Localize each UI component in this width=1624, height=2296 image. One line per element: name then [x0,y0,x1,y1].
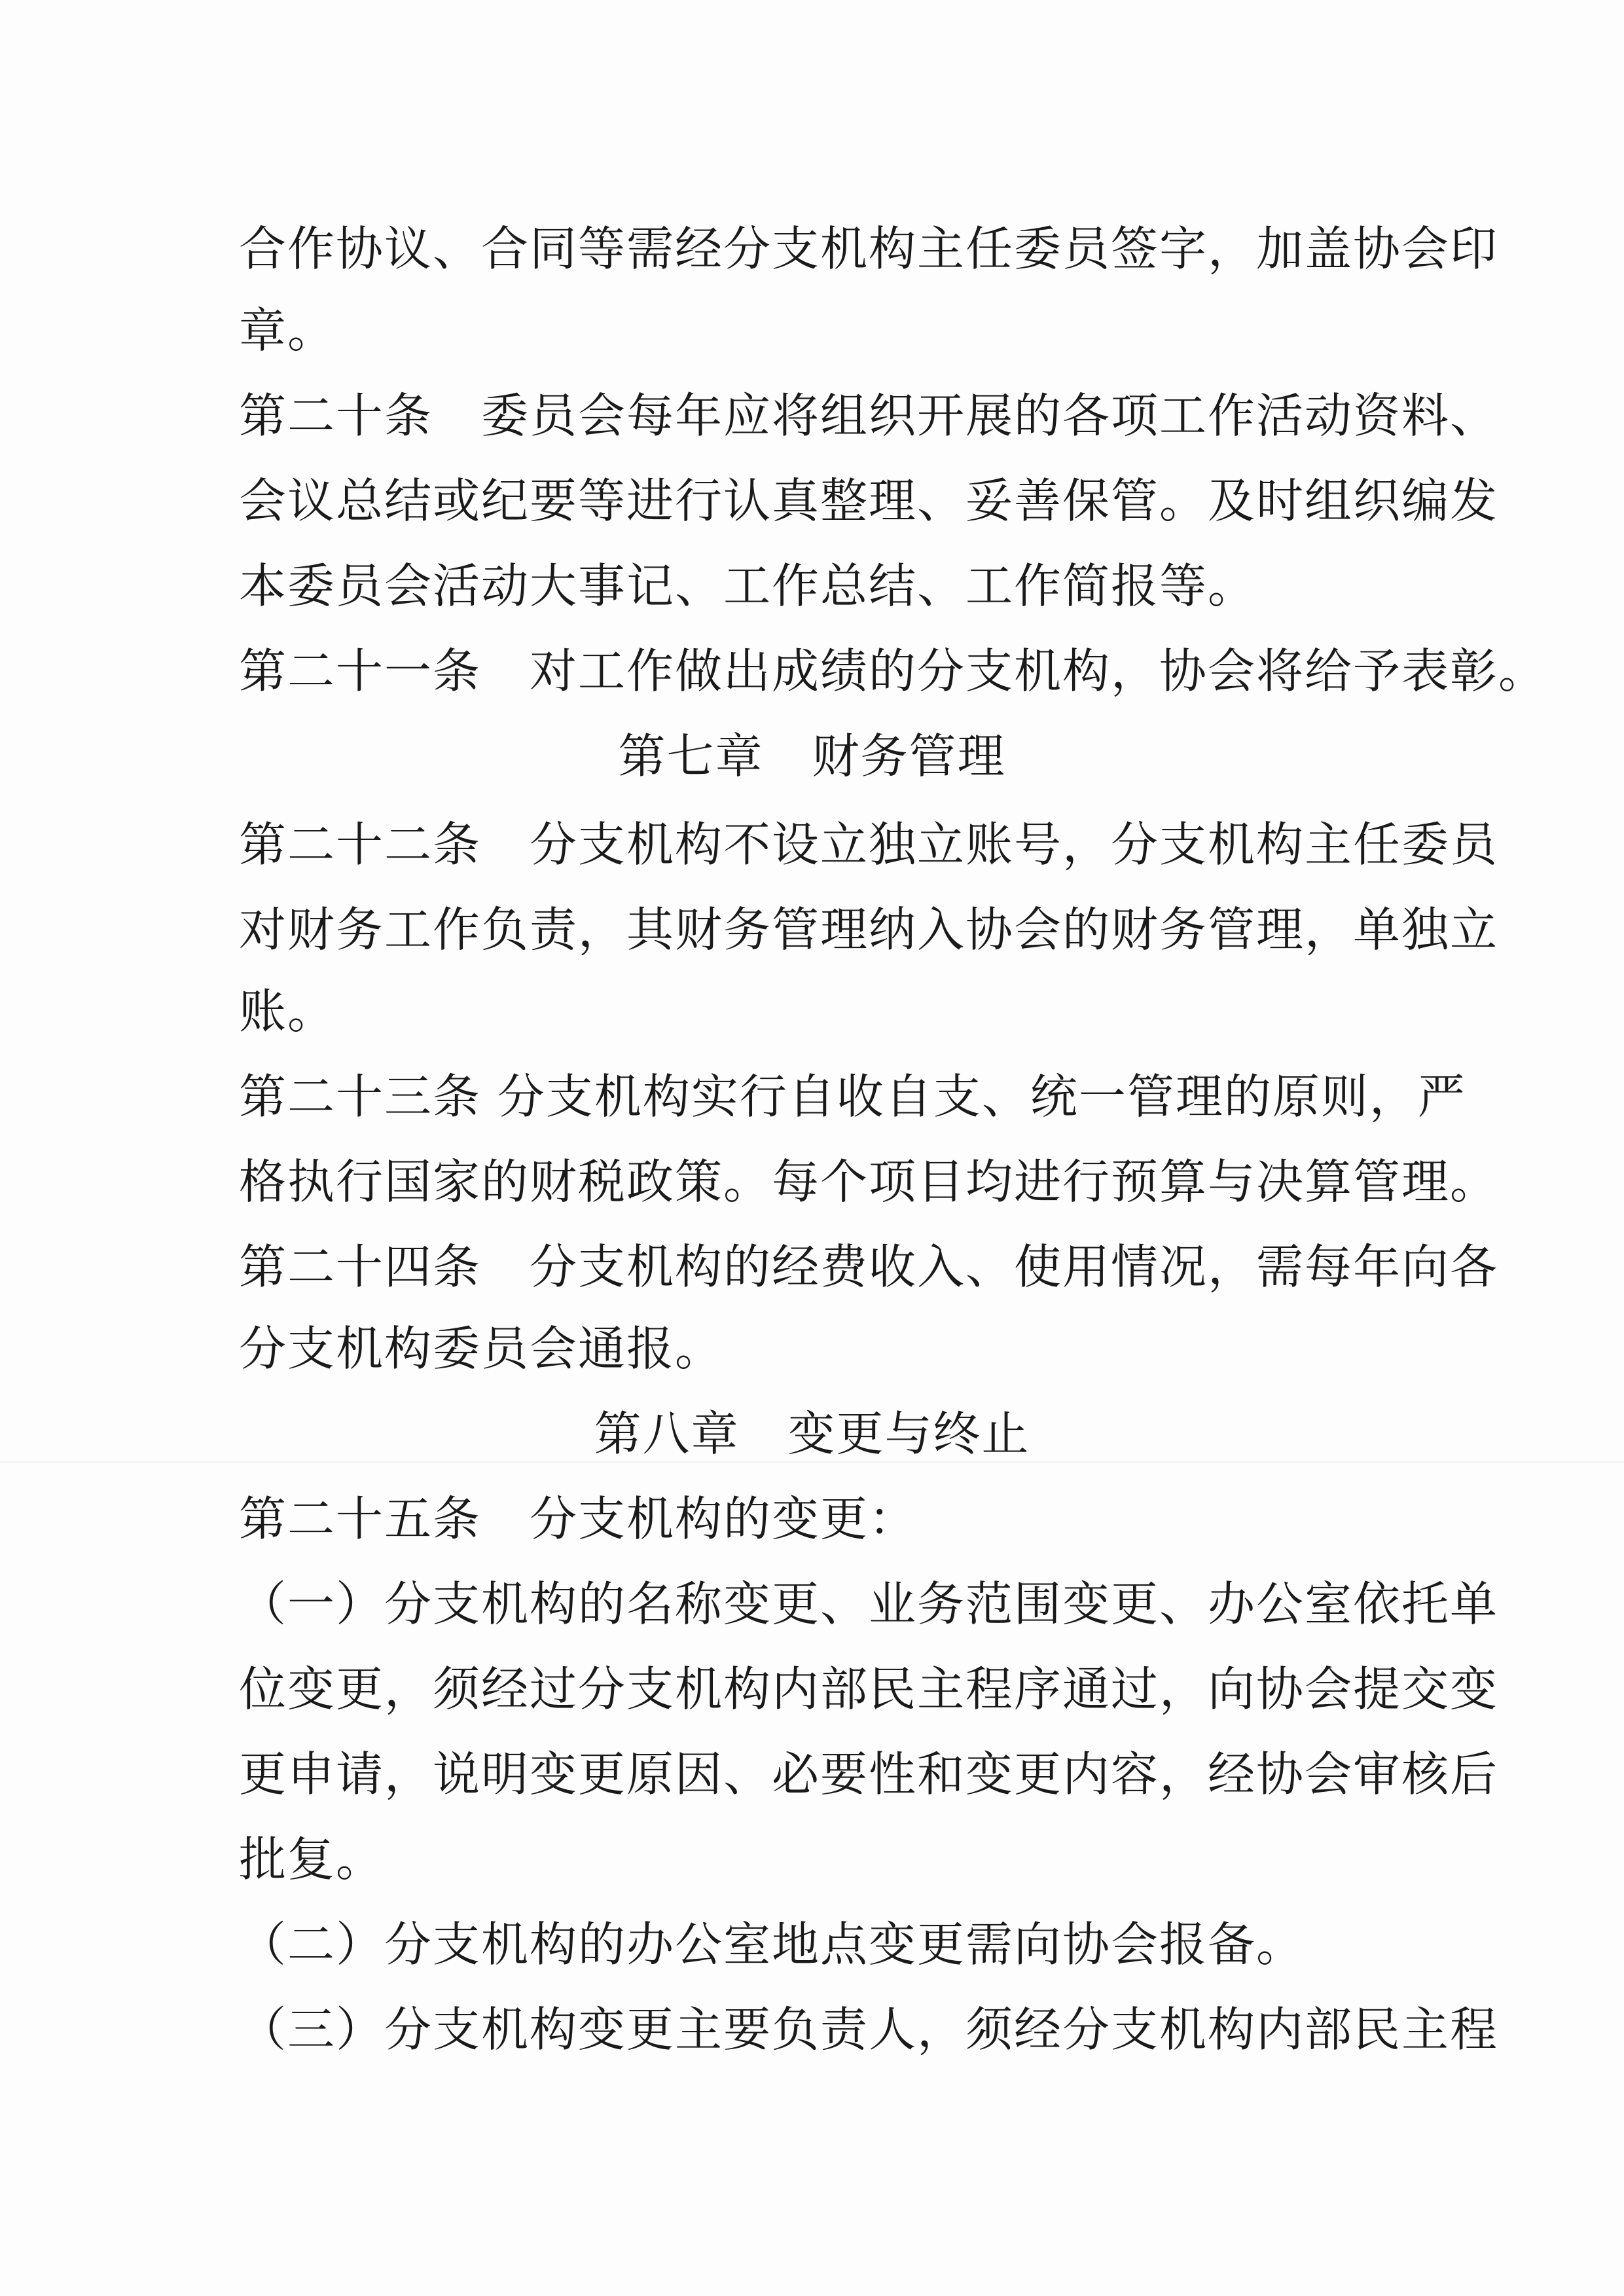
article-21: 第二十一条 对工作做出成绩的分支机构，协会将给予表彰。 [239,644,1547,699]
text-line: 更申请，说明变更原因、必要性和变更内容，经协会审核后 [239,1747,1499,1802]
article-22: 第二十二条 分支机构不设立独立账号，分支机构主任委员 [239,817,1499,872]
article-25: 第二十五条 分支机构的变更： [239,1491,918,1546]
text-line: 格执行国家的财税政策。每个项目均进行预算与决算管理。 [239,1154,1499,1209]
chapter-7-heading: 第七章 财务管理 [618,729,1006,784]
text-line: 账。 [239,984,336,1039]
article-23: 第二十三条 分支机构实行自收自支、统一管理的原则，严 [239,1069,1466,1124]
chapter-8-heading: 第八章 变更与终止 [594,1406,1030,1461]
text-line: 本委员会活动大事记、工作总结、工作简报等。 [239,558,1257,613]
article-24: 第二十四条 分支机构的经费收入、使用情况，需每年向各 [239,1239,1499,1294]
clause-2: （二）分支机构的办公室地点变更需向协会报备。 [239,1917,1305,1972]
clause-1: （一）分支机构的名称变更、业务范围变更、办公室依托单 [239,1576,1499,1631]
text-line: 章。 [239,303,336,358]
text-line: 批复。 [239,1832,385,1887]
text-line: 合作协议、合同等需经分支机构主任委员签字，加盖协会印 [239,221,1499,276]
text-line: 会议总结或纪要等进行认真整理、妥善保管。及时组织编发 [239,473,1499,528]
article-20: 第二十条 委员会每年应将组织开展的各项工作活动资料、 [239,388,1499,443]
text-line: 分支机构委员会通报。 [239,1321,724,1376]
clause-3: （三）分支机构变更主要负责人，须经分支机构内部民主程 [239,2002,1499,2057]
text-line: 位变更，须经过分支机构内部民主程序通过，向协会提交变 [239,1662,1499,1717]
text-line: 对财务工作负责，其财务管理纳入协会的财务管理，单独立 [239,902,1499,957]
